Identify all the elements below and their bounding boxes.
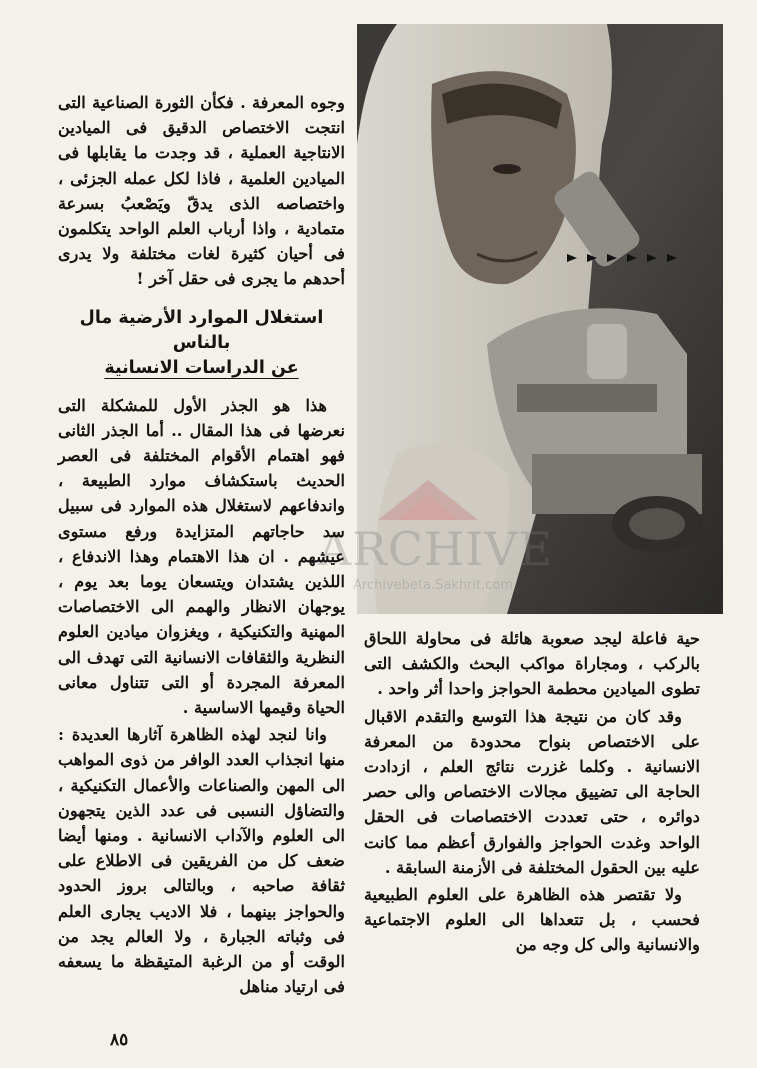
watermark-url: Archivebeta.Sakhrit.com <box>352 578 514 593</box>
right-paragraph-3: ولا تقتصر هذه الظاهرة على العلوم الطبيعية فحسب ، بل تتعداها الى العلوم الاجتماعية والانسانية والى كل وجه من <box>364 885 700 955</box>
body-paragraph-2: وانا لنجد لهذه الظاهرة آثارها العديدة : منها انجذاب العدد الوافر من ذوى المواهب الى المهن والصناعات والأعمال التكنيكية ، والتضاؤل النسبى فى عدد الذين يتجهون الى العلوم والآداب الانسانية . ومنها أيضا ضعف كل من الفريقين فى الاطلاع على ثقافة صاحبه ، وبالتالى بروز الحدود والحواجز بينهما ، فلا الاديب يجارى العلم فى وثباته الجبارة ، ولا العالم يجد من الوقت أو من الرغبة المتيقظة ما يسعفه فى ارتياد مناهل <box>58 725 345 997</box>
right-paragraph-2: وقد كان من نتيجة هذا التوسع والتقدم الاقبال على الاختصاص بنواح محدودة من المعرفة الانسانية . وكلما غزرت نتائج العلم ، ازدادت الحاجة الى تضييق مجالات الاختصاص والى حصر دوائره ، حتى تعددت الاختصاصات فى الحقل الواحد وغدت الحواجز والفوارق أعظم مما كانت عليه بين الحقول المختلفة فى الأزمنة السابقة . <box>364 706 700 877</box>
intro-paragraph: وجوه المعرفة . فكأن الثورة الصناعية التى انتجت الاختصاص الدقيق فى الميادين الانتاجية العملية ، قد وجدت ما يقابلها فى الميادين العلمية ، فاذا لكل عمله الجزئى ، واختصاصه الذى يدقّ ويَصْعبُ بسرعة متمادية ، واذا أرباب العلم الواحد يتكلمون فى أحيان كثيرة لغات مختلفة ولا يدرى أحدهم ما يجرى فى حقل آخر ! <box>58 93 345 289</box>
heading-line-2: عن الدراسات الانسانية <box>104 357 299 378</box>
body-paragraph-1: هذا هو الجذر الأول للمشكلة التى نعرضها فى هذا المقال .. أما الجذر الثانى فهو اهتمام الأقوام المختلفة فى العصر الحديث باستكشاف موارد الطبيعة ، واندفاعهم لاستغلال هذه الموارد فى سبيل سد حاجاتهم المتزايدة ورفع مستوى عيشهم . ان هذا الاهتمام وهذا الاندفاع ، اللذين يشتدان ويتسعان يوما بعد يوم ، يوجهان الانظار والهمم الى الاختصاصات المهنية والتكنيكية ، ويغزوان ميادين العلوم النظرية والثقافات الانسانية التى تهدف الى المعرفة المجردة أو التى تتناول معانى الحياة وقيمها الاساسية . <box>58 395 345 718</box>
right-paragraph-1: حية فاعلة ليجد صعوبة هائلة فى محاولة اللحاق بالركب ، ومجاراة مواكب البحث والكشف التى تطوى الميادين محطمة الحواجز واحدا أثر واحد . <box>364 629 700 699</box>
microscope-photo <box>357 24 723 614</box>
right-column <box>364 626 700 958</box>
photo-illustration <box>357 24 723 614</box>
left-column <box>58 90 345 1000</box>
page-number: ٨٥ <box>110 1030 129 1050</box>
heading-line-1: استغلال الموارد الأرضية مال بالناس <box>79 307 324 353</box>
section-heading <box>58 306 345 381</box>
watermark-title: ARCHIVE <box>318 522 554 576</box>
